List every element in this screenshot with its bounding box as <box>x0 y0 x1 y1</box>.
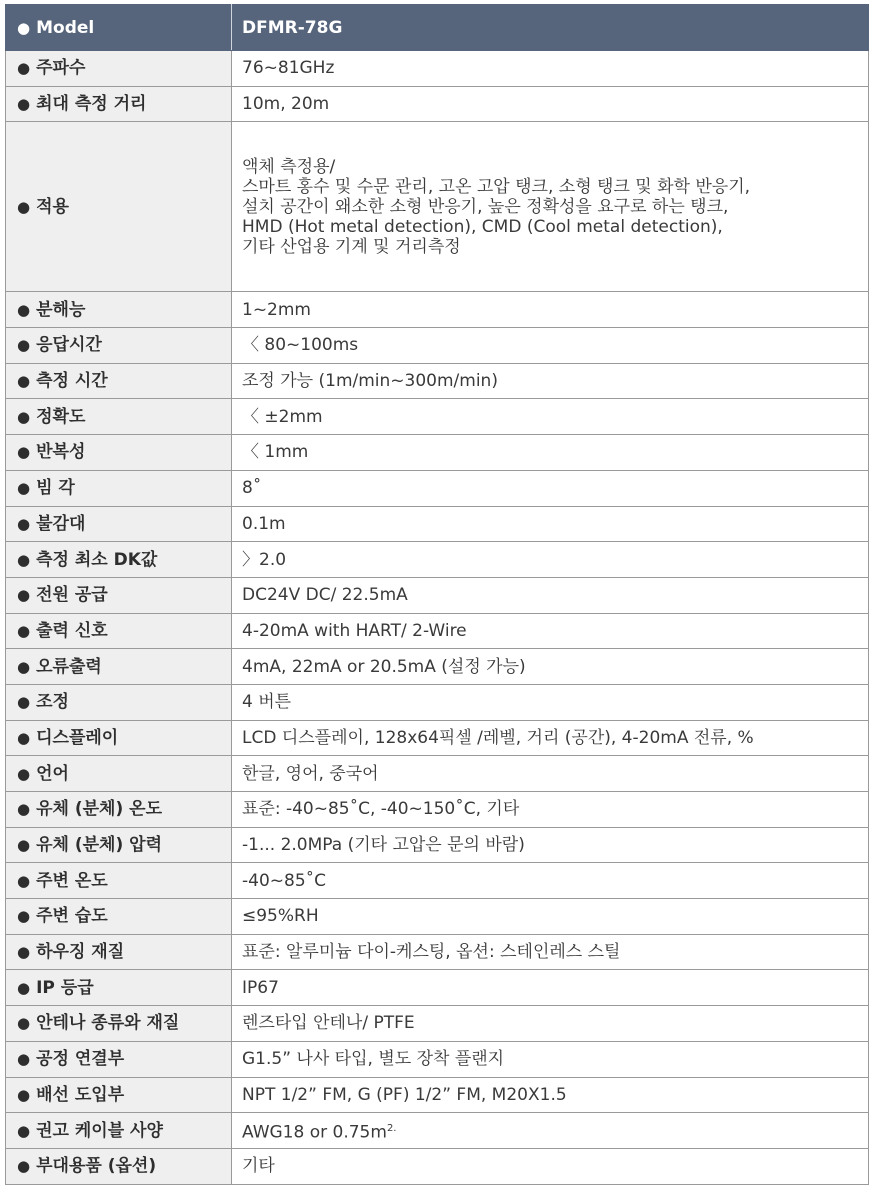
spec-value: 〈 80~100ms <box>242 335 359 356</box>
spec-label: 최대 측정 거리 <box>36 94 147 115</box>
spec-row-housing-material <box>6 934 869 970</box>
spec-row-min-dk <box>6 542 869 578</box>
spec-row-beam-angle <box>6 470 869 506</box>
spec-value-cell <box>232 756 869 792</box>
bullet-icon: ● <box>17 907 31 926</box>
spec-value: 기타 <box>242 1156 275 1177</box>
bullet-icon: ● <box>17 1121 31 1140</box>
spec-label-cell <box>6 399 232 435</box>
spec-label: 오류출력 <box>36 656 102 677</box>
spec-row-adjustment <box>6 684 869 720</box>
bullet-icon: ● <box>17 407 31 426</box>
header-value-cell <box>232 5 869 51</box>
bullet-icon: ● <box>17 479 31 498</box>
spec-value: G1.5” 나사 타입, 별도 장착 플랜지 <box>242 1049 505 1070</box>
spec-value-cell <box>232 934 869 970</box>
bullet-icon: ● <box>17 693 31 712</box>
bullet-icon: ● <box>17 300 31 319</box>
bullet-icon: ● <box>17 621 31 640</box>
spec-label: 전원 공급 <box>36 585 108 606</box>
spec-label-cell <box>6 899 232 935</box>
spec-label-cell <box>6 363 232 399</box>
header-label: Model <box>36 17 95 38</box>
bullet-icon: ● <box>17 764 31 783</box>
spec-label-cell <box>6 684 232 720</box>
spec-value: 표준: -40~85˚C, -40~150˚C, 기타 <box>242 799 520 820</box>
spec-row-repeatability <box>6 435 869 471</box>
spec-value: 0.1m <box>242 513 286 534</box>
spec-label: 주파수 <box>36 58 86 79</box>
spec-row-application <box>6 122 869 292</box>
spec-label-cell <box>6 51 232 87</box>
spec-label-cell <box>6 827 232 863</box>
spec-value-cell <box>232 720 869 756</box>
spec-row-output-signal <box>6 613 869 649</box>
spec-value-cell <box>232 435 869 471</box>
spec-value: AWG18 or 0.75m <box>242 1122 387 1143</box>
spec-row-cable-spec <box>6 1113 869 1149</box>
spec-label-cell <box>6 506 232 542</box>
spec-value: 8˚ <box>242 478 262 499</box>
application-line: 스마트 홍수 및 수문 관리, 고온 고압 탱크, 소형 탱크 및 화학 반응기, <box>242 176 751 197</box>
spec-value: 76~81GHz <box>242 58 335 79</box>
spec-value: 한글, 영어, 중국어 <box>242 763 379 784</box>
spec-value: DC24V DC/ 22.5mA <box>242 585 408 606</box>
spec-value-cell <box>232 649 869 685</box>
bullet-icon: ● <box>17 978 31 997</box>
spec-value-cell <box>232 863 869 899</box>
spec-label-cell <box>6 542 232 578</box>
bullet-icon: ● <box>17 657 31 676</box>
bullet-icon: ● <box>17 550 31 569</box>
application-line: HMD (Hot metal detection), CMD (Cool metal detection), <box>242 216 723 237</box>
spec-value: LCD 디스플레이, 128x64픽셀 /레벨, 거리 (공간), 4-20mA 전류, % <box>242 727 754 748</box>
bullet-icon: ● <box>17 1014 31 1033</box>
spec-label: 부대용품 (옵션) <box>36 1156 157 1177</box>
spec-value-cell <box>232 970 869 1006</box>
spec-label-cell <box>6 292 232 328</box>
spec-row-process-connection <box>6 1041 869 1077</box>
spec-label-cell <box>6 970 232 1006</box>
spec-value-cell <box>232 1006 869 1042</box>
bullet-icon: ● <box>17 443 31 462</box>
spec-value-cell <box>232 1041 869 1077</box>
spec-label: 공정 연결부 <box>36 1049 125 1070</box>
spec-value: 〈 ±2mm <box>242 406 323 427</box>
spec-row-dead-zone <box>6 506 869 542</box>
spec-row-ambient-humidity <box>6 899 869 935</box>
spec-row-measure-time <box>6 363 869 399</box>
spec-label: 유체 (분체) 압력 <box>36 835 163 856</box>
spec-label-cell <box>6 577 232 613</box>
spec-value: 4-20mA with HART/ 2-Wire <box>242 620 467 641</box>
spec-value-cell <box>232 292 869 328</box>
spec-label: 권고 케이블 사양 <box>36 1120 163 1141</box>
spec-value-cell <box>232 470 869 506</box>
spec-value: 〈 1mm <box>242 442 309 463</box>
spec-value: -1... 2.0MPa (기타 고압은 문의 바람) <box>242 835 525 856</box>
spec-value: ≤95%RH <box>242 906 319 927</box>
spec-label: 응답시간 <box>36 335 102 356</box>
spec-row-fluid-temp <box>6 792 869 828</box>
spec-value: 10m, 20m <box>242 94 330 115</box>
spec-label: 배선 도입부 <box>36 1084 125 1105</box>
spec-value-cell <box>232 86 869 122</box>
spec-row-response-time <box>6 328 869 364</box>
bullet-icon: ● <box>17 943 31 962</box>
spec-label: 디스플레이 <box>36 727 119 748</box>
bullet-icon: ● <box>17 871 31 890</box>
spec-label: 조정 <box>36 692 69 713</box>
spec-value: IP67 <box>242 977 279 998</box>
bullet-icon: ● <box>17 197 31 216</box>
spec-label-cell <box>6 863 232 899</box>
spec-label-cell <box>6 649 232 685</box>
spec-value-cell <box>232 506 869 542</box>
spec-value-cell <box>232 1077 869 1113</box>
spec-row-max-range <box>6 86 869 122</box>
spec-row-display <box>6 720 869 756</box>
spec-row-error-output <box>6 649 869 685</box>
bullet-icon: ● <box>17 728 31 747</box>
bullet-icon: ● <box>17 1050 31 1069</box>
spec-label: 빔 각 <box>36 478 75 499</box>
spec-row-ip-rating <box>6 970 869 1006</box>
spec-label-cell <box>6 934 232 970</box>
spec-label: 정확도 <box>36 406 86 427</box>
spec-value: 1~2mm <box>242 299 311 320</box>
header-row <box>6 5 869 51</box>
bullet-icon: ● <box>17 95 31 114</box>
spec-label: 안테나 종류와 재질 <box>36 1013 180 1034</box>
spec-value: 표준: 알루미늄 다이-케스팅, 옵션: 스테인레스 스틸 <box>242 942 621 963</box>
bullet-icon: ● <box>17 59 31 78</box>
bullet-icon: ● <box>17 18 31 37</box>
spec-row-antenna <box>6 1006 869 1042</box>
spec-label-cell <box>6 792 232 828</box>
spec-value-cell <box>232 827 869 863</box>
application-line: 액체 측정용/ <box>242 156 336 177</box>
spec-row-frequency <box>6 51 869 87</box>
spec-row-ambient-temp <box>6 863 869 899</box>
bullet-icon: ● <box>17 1085 31 1104</box>
spec-label-cell <box>6 122 232 292</box>
spec-row-power-supply <box>6 577 869 613</box>
bullet-icon: ● <box>17 372 31 391</box>
spec-label: 주변 습도 <box>36 906 108 927</box>
spec-label-cell <box>6 1041 232 1077</box>
spec-label: 언어 <box>36 763 69 784</box>
spec-label: 측정 최소 DK값 <box>36 549 158 570</box>
spec-value-cell <box>232 542 869 578</box>
spec-value-cell <box>232 328 869 364</box>
spec-row-resolution <box>6 292 869 328</box>
spec-label: 출력 신호 <box>36 620 108 641</box>
bullet-icon: ● <box>17 586 31 605</box>
spec-label-cell <box>6 86 232 122</box>
application-line: 기타 산업용 기계 및 거리측정 <box>242 236 461 257</box>
spec-value-cell <box>232 577 869 613</box>
spec-label-cell <box>6 435 232 471</box>
spec-value: -40~85˚C <box>242 870 327 891</box>
spec-row-language <box>6 756 869 792</box>
spec-value-cell <box>232 51 869 87</box>
spec-value-cell <box>232 399 869 435</box>
spec-value: NPT 1/2” FM, G (PF) 1/2” FM, M20X1.5 <box>242 1084 567 1105</box>
spec-row-fluid-pressure <box>6 827 869 863</box>
spec-label: 반복성 <box>36 442 86 463</box>
spec-label-cell <box>6 613 232 649</box>
spec-label-cell <box>6 756 232 792</box>
spec-label: 측정 시간 <box>36 371 108 392</box>
bullet-icon: ● <box>17 836 31 855</box>
spec-row-cable-entry <box>6 1077 869 1113</box>
spec-value-cell <box>232 613 869 649</box>
spec-value: 〉2.0 <box>242 549 287 570</box>
spec-label: IP 등급 <box>36 977 94 998</box>
spec-table <box>5 4 869 1185</box>
spec-label: 하우징 재질 <box>36 942 125 963</box>
spec-value-cell <box>232 122 869 292</box>
spec-value-cell <box>232 792 869 828</box>
bullet-icon: ● <box>17 800 31 819</box>
spec-value: 4 버튼 <box>242 692 292 713</box>
spec-value-cell <box>232 1148 869 1184</box>
spec-value: 조정 가능 (1m/min~300m/min) <box>242 371 498 392</box>
spec-label: 주변 온도 <box>36 870 108 891</box>
spec-value-cell <box>232 684 869 720</box>
spec-value-cell <box>232 899 869 935</box>
spec-value: 4mA, 22mA or 20.5mA (설정 가능) <box>242 656 526 677</box>
model-name: DFMR-78G <box>242 17 343 38</box>
spec-label-cell <box>6 1113 232 1149</box>
spec-label-cell <box>6 1077 232 1113</box>
spec-value-cell <box>232 1113 869 1149</box>
application-line: 설치 공간이 왜소한 소형 반응기, 높은 정확성을 요구로 하는 탱크, <box>242 196 729 217</box>
bullet-icon: ● <box>17 1157 31 1176</box>
spec-row-accuracy <box>6 399 869 435</box>
spec-label-cell <box>6 720 232 756</box>
spec-label-cell <box>6 328 232 364</box>
spec-value-cell <box>232 363 869 399</box>
bullet-icon: ● <box>17 514 31 533</box>
header-label-cell <box>6 5 232 51</box>
bullet-icon: ● <box>17 336 31 355</box>
spec-row-accessories <box>6 1148 869 1184</box>
spec-label: 적용 <box>36 196 69 217</box>
spec-label: 유체 (분체) 온도 <box>36 799 163 820</box>
spec-label: 분해능 <box>36 299 86 320</box>
superscript: 2. <box>386 1122 397 1134</box>
spec-label: 불감대 <box>36 513 86 534</box>
spec-label-cell <box>6 1148 232 1184</box>
spec-label-cell <box>6 1006 232 1042</box>
spec-label-cell <box>6 470 232 506</box>
spec-value: 렌즈타입 안테나/ PTFE <box>242 1013 415 1034</box>
